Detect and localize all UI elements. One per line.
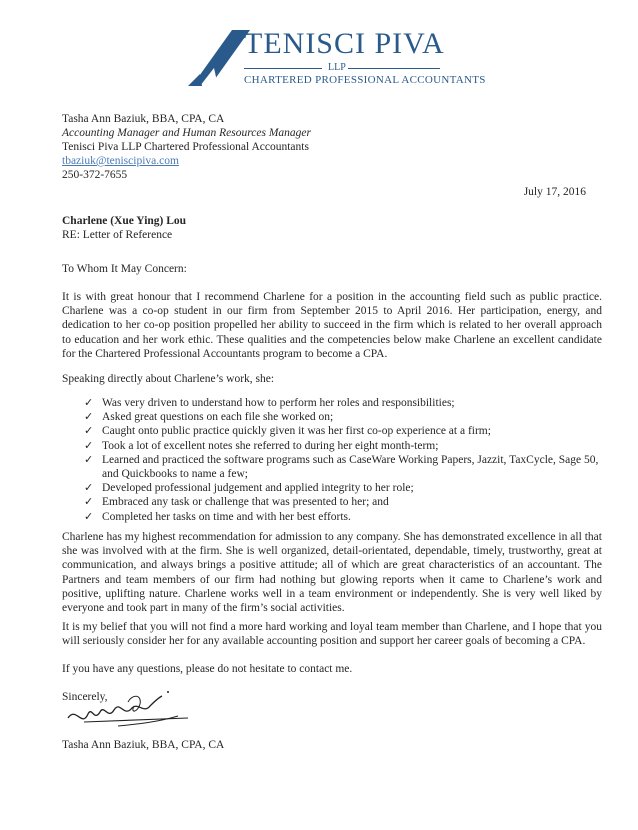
- llp-rule: [244, 62, 440, 74]
- checkmark-icon: ✓: [84, 482, 94, 495]
- list-item: ✓ Was very driven to understand how to perform her roles and responsibilities;: [84, 397, 455, 409]
- sender-email-link[interactable]: tbaziuk@teniscipiva.com: [62, 155, 179, 167]
- paragraph-contact: If you have any questions, please do not hesitate to contact me.: [62, 663, 353, 675]
- firm-subtitle: CHARTERED PROFESSIONAL ACCOUNTANTS: [244, 74, 486, 86]
- sender-name: Tasha Ann Baziuk, BBA, CPA, CA: [62, 113, 225, 125]
- sender-phone: 250-372-7655: [62, 169, 128, 181]
- salutation: To Whom It May Concern:: [62, 263, 187, 275]
- paragraph-intro: It is with great honour that I recommend Charlene for a position in the accounting field such as public practice. Charlene was a co-op student in our firm from September 2015 to April 2016. Her participation, energy, and dedication to her co-op position propelled her ability to succeed in the firm which is related to her overall approach to education and her work ethic. These qualities and the competencies below make Charlene an excellent candidate for the Chartered Professional Accountants program to become a CPA.: [62, 291, 602, 360]
- checkmark-icon: ✓: [84, 453, 94, 466]
- list-item: ✓ Took a lot of excellent notes she referred to during her eight month-term;: [84, 439, 439, 452]
- sender-company: Tenisci Piva LLP Chartered Professional Accountants: [62, 141, 309, 153]
- checkmark-icon: ✓: [84, 510, 94, 523]
- checkmark-icon: ✓: [84, 439, 94, 452]
- checkmark-icon: ✓: [84, 411, 94, 424]
- llp-label: LLP: [328, 62, 346, 73]
- closing: Sincerely,: [62, 691, 108, 703]
- list-item: ✓ Asked great questions on each file she worked on;: [84, 411, 334, 424]
- list-item: ✓ Learned and practiced the software programs such as CaseWare Working Papers, Jazzit, TaxCycle, Sage 50, and Quickbooks to name a few;: [84, 453, 599, 481]
- firm-logo-icon: [188, 28, 252, 88]
- signer-name: Tasha Ann Baziuk, BBA, CPA, CA: [62, 739, 225, 751]
- signature-icon: [58, 688, 208, 734]
- list-intro: Speaking directly about Charlene’s work, she:: [62, 373, 275, 385]
- list-item: ✓ Embraced any task or challenge that was presented to her; and: [84, 496, 389, 509]
- checkmark-icon: ✓: [84, 496, 94, 509]
- subject-line: RE: Letter of Reference: [62, 229, 173, 241]
- list-item: ✓ Caught onto public practice quickly given it was her first co-op experience at a firm;: [84, 425, 491, 438]
- firm-name: TENISCI PIVA: [244, 27, 445, 60]
- qualities-list: [84, 396, 604, 524]
- paragraph-belief: It is my belief that you will not find a more hard working and loyal team member than Charlene, and I hope that you will seriously consider her for any available accounting position and support her career goals of becoming a CPA.: [62, 621, 602, 648]
- checkmark-icon: ✓: [84, 425, 94, 438]
- list-item: ✓ Developed professional judgement and applied integrity to her role;: [84, 482, 414, 495]
- list-item: ✓ Completed her tasks on time and with her best efforts.: [84, 510, 351, 523]
- checkmark-icon: ✓: [84, 397, 94, 409]
- paragraph-recommendation: Charlene has my highest recommendation for admission to any company. She has demonstrated excellence in all that she was involved with at the firm. She is well organized, detail-orientated, dependable, timely, trustworthy, great at communication, and always brings a positive attitude; all of which are great characteristics of an accountant. The Partners and team members of our firm had nothing but glowing reports when it came to Charlene’s work and positive, uplifting nature. Charlene works well in a team environment or independently. She is very well liked by everyone and took part in many of the firm’s social activities.: [62, 531, 602, 615]
- letter-date: July 17, 2016: [523, 186, 586, 198]
- recipient-name: Charlene (Xue Ying) Lou: [62, 215, 187, 227]
- sender-title: Accounting Manager and Human Resources Manager: [62, 127, 312, 139]
